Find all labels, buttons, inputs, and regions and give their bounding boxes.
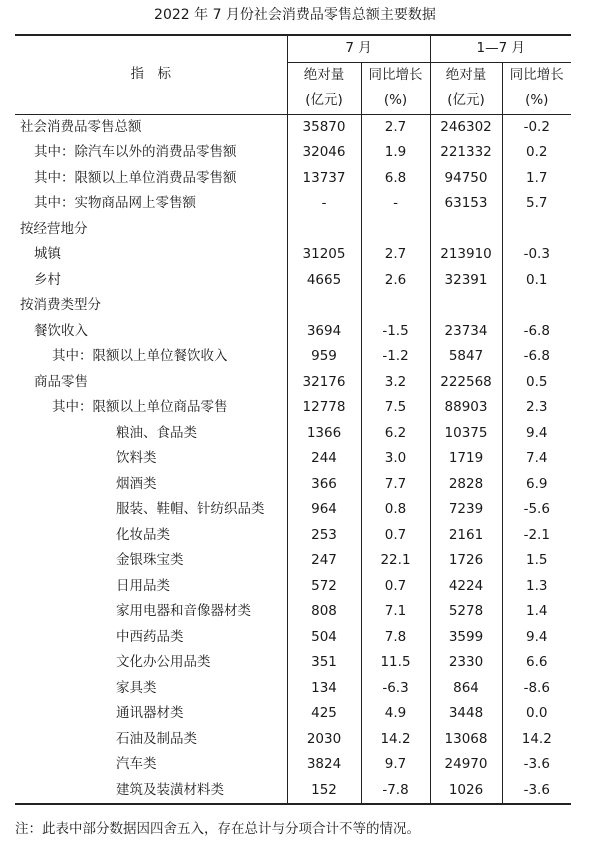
- row-label: 中西药品类: [116, 628, 184, 645]
- cell-m-pct: 1.9: [361, 140, 430, 166]
- cell-y-pct: 6.6: [502, 650, 571, 676]
- cell-m-pct: 14.2: [361, 727, 430, 753]
- table-row: [15, 752, 571, 778]
- cell-y-pct: 9.4: [502, 421, 571, 447]
- row-label: 其中：限额以上单位商品零售: [52, 399, 228, 415]
- cell-y-abs: 4224: [430, 574, 502, 600]
- cell-y-pct: 0.5: [502, 370, 571, 396]
- table-title: 2022 年 7 月份社会消费品零售总额主要数据: [154, 7, 436, 23]
- cell-y-pct: -6.8: [502, 344, 571, 370]
- cell-m-pct: 0.7: [361, 574, 430, 600]
- cell-y-pct: 0.2: [502, 140, 571, 166]
- cell-m-abs: 31205: [287, 242, 361, 268]
- cell-m-abs: 247: [287, 548, 361, 574]
- row-label: 粮油、食品类: [116, 424, 197, 441]
- cell-y-abs: 10375: [430, 421, 502, 447]
- cell-y-pct: -0.2: [502, 114, 571, 140]
- cell-y-pct: -8.6: [502, 676, 571, 702]
- cell-y-abs: 222568: [430, 370, 502, 396]
- cell-m-pct: 2.7: [361, 242, 430, 268]
- table-row: [15, 191, 571, 217]
- month-group-header: 7 月: [287, 35, 430, 62]
- cell-y-pct: 7.4: [502, 446, 571, 472]
- cell-y-pct: 14.2: [502, 727, 571, 753]
- cell-y-pct: -5.6: [502, 497, 571, 523]
- month-abs-unit: (亿元): [287, 88, 361, 114]
- cell-m-abs: 134: [287, 676, 361, 702]
- cell-m-pct: [361, 217, 430, 243]
- cell-m-abs: 959: [287, 344, 361, 370]
- row-label: 建筑及装潢材料类: [15, 778, 287, 805]
- cell-m-abs: [287, 293, 361, 319]
- cell-m-abs: 32176: [287, 370, 361, 396]
- row-label: 其中：实物商品网上零售额: [34, 195, 196, 211]
- cell-m-abs: 504: [287, 625, 361, 651]
- cell-y-abs: 246302: [430, 114, 502, 140]
- cell-m-pct: 22.1: [361, 548, 430, 574]
- table-row: [15, 676, 571, 702]
- cell-m-abs: 2030: [287, 727, 361, 753]
- cell-y-abs: 3599: [430, 625, 502, 651]
- cell-m-pct: 0.7: [361, 523, 430, 549]
- table-row: [15, 472, 571, 498]
- cell-y-abs: 2330: [430, 650, 502, 676]
- cell-y-pct: -6.8: [502, 319, 571, 345]
- cell-y-pct: 0.1: [502, 268, 571, 294]
- cell-m-abs: 35870: [287, 114, 361, 140]
- cell-m-abs: 32046: [287, 140, 361, 166]
- table-row: [15, 574, 571, 600]
- row-label: 家用电器和音像器材类: [116, 603, 251, 619]
- table-row: [15, 421, 571, 447]
- cell-m-abs: 3694: [287, 319, 361, 345]
- month-pct-header: 同比增长: [361, 62, 430, 88]
- cell-m-abs: 4665: [287, 268, 361, 294]
- row-label: 按经营地分: [20, 220, 88, 237]
- cell-y-pct: -3.6: [502, 752, 571, 778]
- cell-m-pct: 6.8: [361, 166, 430, 192]
- cell-m-abs: 3824: [287, 752, 361, 778]
- indicator-header: 指 标: [15, 35, 287, 114]
- row-label: 社会消费品零售总额: [20, 118, 142, 135]
- ytd-abs-header: 绝对量: [430, 62, 502, 88]
- row-label: 化妆品类: [116, 526, 170, 543]
- table-row: [15, 370, 571, 396]
- table-row: [15, 217, 571, 243]
- cell-m-pct: -6.3: [361, 676, 430, 702]
- cell-m-pct: 9.7: [361, 752, 430, 778]
- cell-m-pct: 4.9: [361, 701, 430, 727]
- cell-y-abs: 63153: [430, 191, 502, 217]
- cell-y-abs: 5847: [430, 344, 502, 370]
- cell-m-abs: 425: [287, 701, 361, 727]
- table-row: [15, 727, 571, 753]
- cell-m-abs: 12778: [287, 395, 361, 421]
- cell-y-abs: 94750: [430, 166, 502, 192]
- row-label: 家具类: [116, 679, 157, 696]
- cell-m-abs: 152: [287, 778, 361, 805]
- cell-y-abs: 221332: [430, 140, 502, 166]
- cell-y-abs: [430, 217, 502, 243]
- row-label: 其中：限额以上单位消费品零售额: [34, 169, 237, 186]
- cell-m-pct: -1.5: [361, 319, 430, 345]
- cell-m-abs: 351: [287, 650, 361, 676]
- cell-y-abs: 3448: [430, 701, 502, 727]
- cell-m-abs: 572: [287, 574, 361, 600]
- cell-y-abs: 213910: [430, 242, 502, 268]
- cell-y-abs: 1719: [430, 446, 502, 472]
- cell-m-abs: [287, 217, 361, 243]
- cell-y-pct: 1.4: [502, 599, 571, 625]
- cell-m-pct: 3.0: [361, 446, 430, 472]
- table-row: [15, 523, 571, 549]
- ytd-abs-unit: (亿元): [430, 88, 502, 114]
- cell-m-pct: -: [361, 191, 430, 217]
- table-body: [15, 114, 571, 804]
- cell-y-pct: 1.7: [502, 166, 571, 192]
- table-row: [15, 242, 571, 268]
- cell-m-pct: 0.8: [361, 497, 430, 523]
- table-row: [15, 140, 571, 166]
- row-label: 文化办公用品类: [116, 654, 211, 670]
- table-row: [15, 319, 571, 345]
- cell-y-pct: -0.3: [502, 242, 571, 268]
- cell-y-abs: 24970: [430, 752, 502, 778]
- cell-m-abs: 253: [287, 523, 361, 549]
- row-label: 按消费类型分: [20, 297, 101, 313]
- table-row: [15, 701, 571, 727]
- ytd-pct-header: 同比增长: [502, 62, 571, 88]
- row-label: 餐饮收入: [34, 322, 88, 339]
- cell-y-pct: -3.6: [502, 778, 571, 805]
- footnote: 注：此表中部分数据因四舍五入，存在总计与分项合计不等的情况。: [15, 821, 420, 837]
- cell-y-pct: 1.3: [502, 574, 571, 600]
- row-label: 乡村: [34, 271, 61, 288]
- table-row: [15, 650, 571, 676]
- table-row: [15, 446, 571, 472]
- cell-y-pct: 2.3: [502, 395, 571, 421]
- cell-y-pct: 6.9: [502, 472, 571, 498]
- cell-y-abs: 1026: [430, 778, 502, 805]
- table-row: [15, 599, 571, 625]
- month-abs-header: 绝对量: [287, 62, 361, 88]
- month-pct-unit: (%): [361, 88, 430, 114]
- row-label: 服装、鞋帽、针纺织品类: [116, 501, 265, 517]
- row-label: 通讯器材类: [116, 705, 184, 721]
- table-row: [15, 344, 571, 370]
- cell-y-abs: 2161: [430, 523, 502, 549]
- cell-y-pct: 5.7: [502, 191, 571, 217]
- cell-m-abs: 1366: [287, 421, 361, 447]
- cell-m-pct: 6.2: [361, 421, 430, 447]
- cell-y-abs: [430, 293, 502, 319]
- cell-m-pct: 3.2: [361, 370, 430, 396]
- header-row-1: [15, 35, 571, 62]
- row-label: 烟酒类: [116, 475, 157, 492]
- cell-m-pct: 7.5: [361, 395, 430, 421]
- row-label: 其中：限额以上单位餐饮收入: [52, 348, 228, 364]
- cell-m-pct: 2.6: [361, 268, 430, 294]
- cell-m-abs: 808: [287, 599, 361, 625]
- cell-m-pct: -1.2: [361, 344, 430, 370]
- cell-y-abs: 7239: [430, 497, 502, 523]
- ytd-group-header: 1—7 月: [430, 35, 571, 62]
- row-label: 汽车类: [116, 756, 157, 772]
- cell-y-pct: 0.0: [502, 701, 571, 727]
- cell-m-pct: 2.7: [361, 114, 430, 140]
- cell-y-pct: 9.4: [502, 625, 571, 651]
- cell-m-abs: 13737: [287, 166, 361, 192]
- cell-y-pct: [502, 293, 571, 319]
- row-label: 日用品类: [116, 577, 170, 594]
- cell-y-abs: 5278: [430, 599, 502, 625]
- row-label: 石油及制品类: [116, 730, 197, 747]
- cell-y-abs: 88903: [430, 395, 502, 421]
- table-row: [15, 293, 571, 319]
- ytd-pct-unit: (%): [502, 88, 571, 114]
- cell-m-abs: -: [287, 191, 361, 217]
- cell-m-pct: [361, 293, 430, 319]
- cell-y-abs: 2828: [430, 472, 502, 498]
- cell-y-abs: 32391: [430, 268, 502, 294]
- cell-y-pct: 1.5: [502, 548, 571, 574]
- table-row: [15, 497, 571, 523]
- cell-m-pct: 11.5: [361, 650, 430, 676]
- row-label: 饮料类: [116, 450, 157, 466]
- cell-m-abs: 366: [287, 472, 361, 498]
- row-label: 其中：除汽车以外的消费品零售额: [34, 144, 237, 160]
- cell-y-abs: 864: [430, 676, 502, 702]
- cell-y-abs: 1726: [430, 548, 502, 574]
- retail-sales-table: [15, 34, 571, 805]
- table-row: [15, 395, 571, 421]
- row-label: 商品零售: [34, 373, 88, 390]
- table-row: [15, 548, 571, 574]
- cell-m-pct: 7.1: [361, 599, 430, 625]
- table-row: [15, 166, 571, 192]
- cell-m-pct: 7.8: [361, 625, 430, 651]
- table-row: [15, 778, 571, 805]
- table-row: [15, 114, 571, 140]
- row-label: 城镇: [34, 246, 61, 262]
- cell-y-pct: -2.1: [502, 523, 571, 549]
- cell-y-abs: 13068: [430, 727, 502, 753]
- cell-m-abs: 244: [287, 446, 361, 472]
- table-row: [15, 625, 571, 651]
- cell-m-pct: -7.8: [361, 778, 430, 805]
- row-label: 金银珠宝类: [116, 552, 184, 568]
- cell-m-abs: 964: [287, 497, 361, 523]
- cell-y-pct: [502, 217, 571, 243]
- cell-m-pct: 7.7: [361, 472, 430, 498]
- cell-y-abs: 23734: [430, 319, 502, 345]
- table-row: [15, 268, 571, 294]
